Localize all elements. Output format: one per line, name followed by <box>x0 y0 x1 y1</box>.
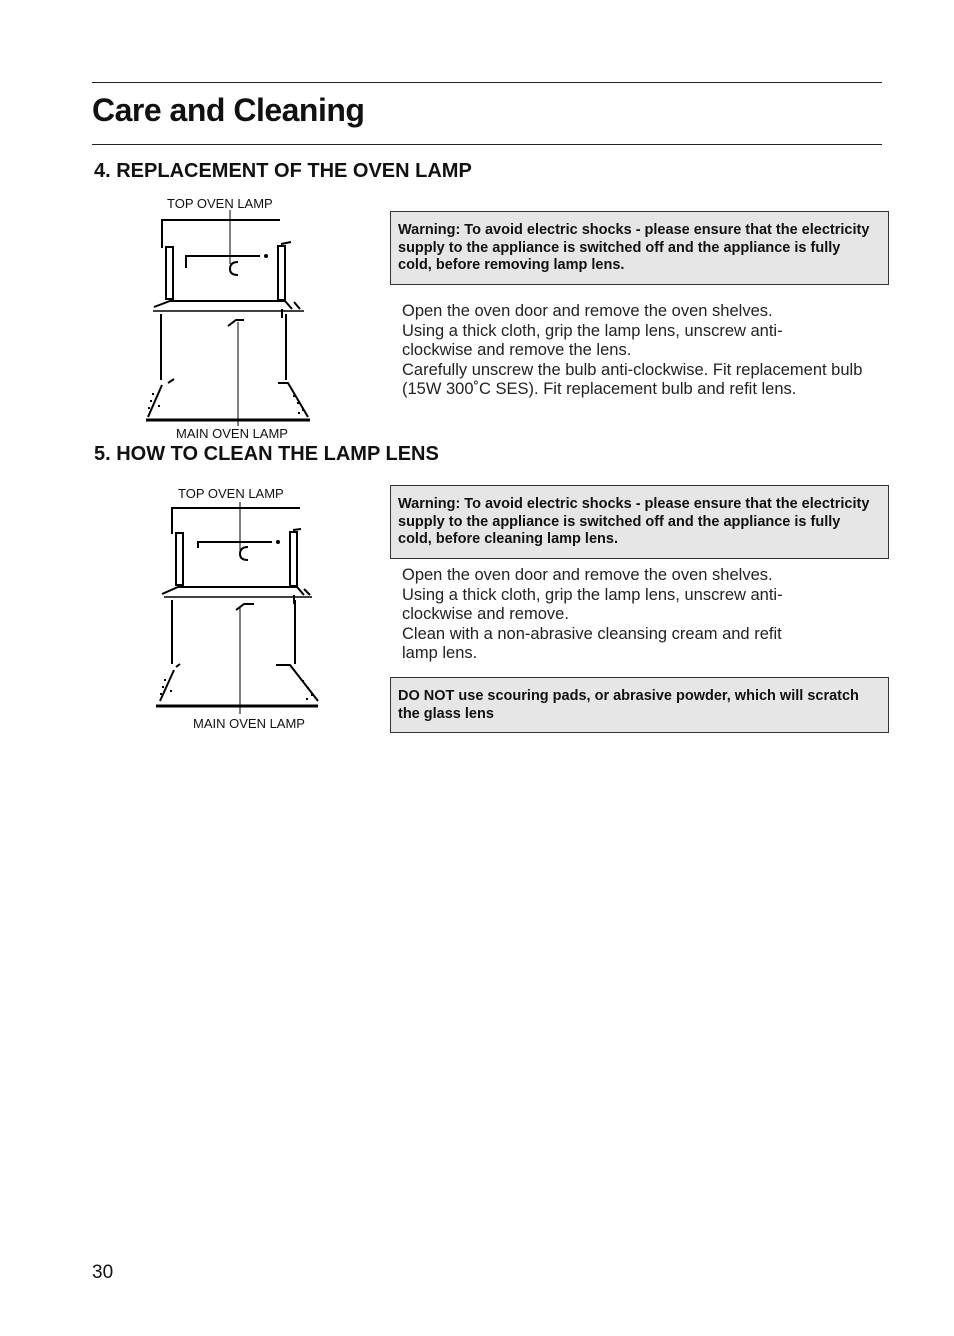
oven-lamp-diagram <box>150 502 330 718</box>
title-rule <box>92 144 882 145</box>
instruction-step: Carefully unscrew the bulb anti-clockwise. Fit replacement bulb (15W 300˚C SES). Fit replacement bulb and refit lens. <box>402 360 863 399</box>
instructions-lamp-replacement <box>402 302 872 400</box>
top-rule <box>92 82 882 83</box>
instructions-clean-lens <box>402 566 872 664</box>
instruction-step: Using a thick cloth, grip the lamp lens, unscrew anti-clockwise and remove the lens. <box>402 321 783 360</box>
instruction-step: Open the oven door and remove the oven shelves. <box>402 566 773 584</box>
warning-box-lamp-replacement: Warning: To avoid electric shocks - please ensure that the electricity supply to the appliance is switched off and the appliance is fully cold, before removing lamp lens. <box>390 211 889 285</box>
instruction-step: Open the oven door and remove the oven shelves. <box>402 302 773 320</box>
instruction-step: Using a thick cloth, grip the lamp lens, unscrew anti-clockwise and remove. <box>402 585 783 624</box>
page-title: Care and Cleaning <box>92 92 365 128</box>
page-number: 30 <box>92 1262 114 1283</box>
caution-box-abrasives: DO NOT use scouring pads, or abrasive powder, which will scratch the glass lens <box>390 677 889 733</box>
section-heading-clean-lens: 5. HOW TO CLEAN THE LAMP LENS <box>94 443 439 465</box>
instruction-step: Clean with a non-abrasive cleansing cream and refit lamp lens. <box>402 624 782 663</box>
top-oven-lamp-label: TOP OVEN LAMP <box>178 486 284 501</box>
section-heading-lamp-replacement: 4. REPLACEMENT OF THE OVEN LAMP <box>94 160 472 182</box>
main-oven-lamp-label: MAIN OVEN LAMP <box>193 716 305 731</box>
top-oven-lamp-label: TOP OVEN LAMP <box>167 196 273 211</box>
warning-box-clean-lens: Warning: To avoid electric shocks - please ensure that the electricity supply to the appliance is switched off and the appliance is fully cold, before cleaning lamp lens. <box>390 485 889 559</box>
oven-lamp-diagram <box>140 210 320 426</box>
main-oven-lamp-label: MAIN OVEN LAMP <box>176 426 288 441</box>
